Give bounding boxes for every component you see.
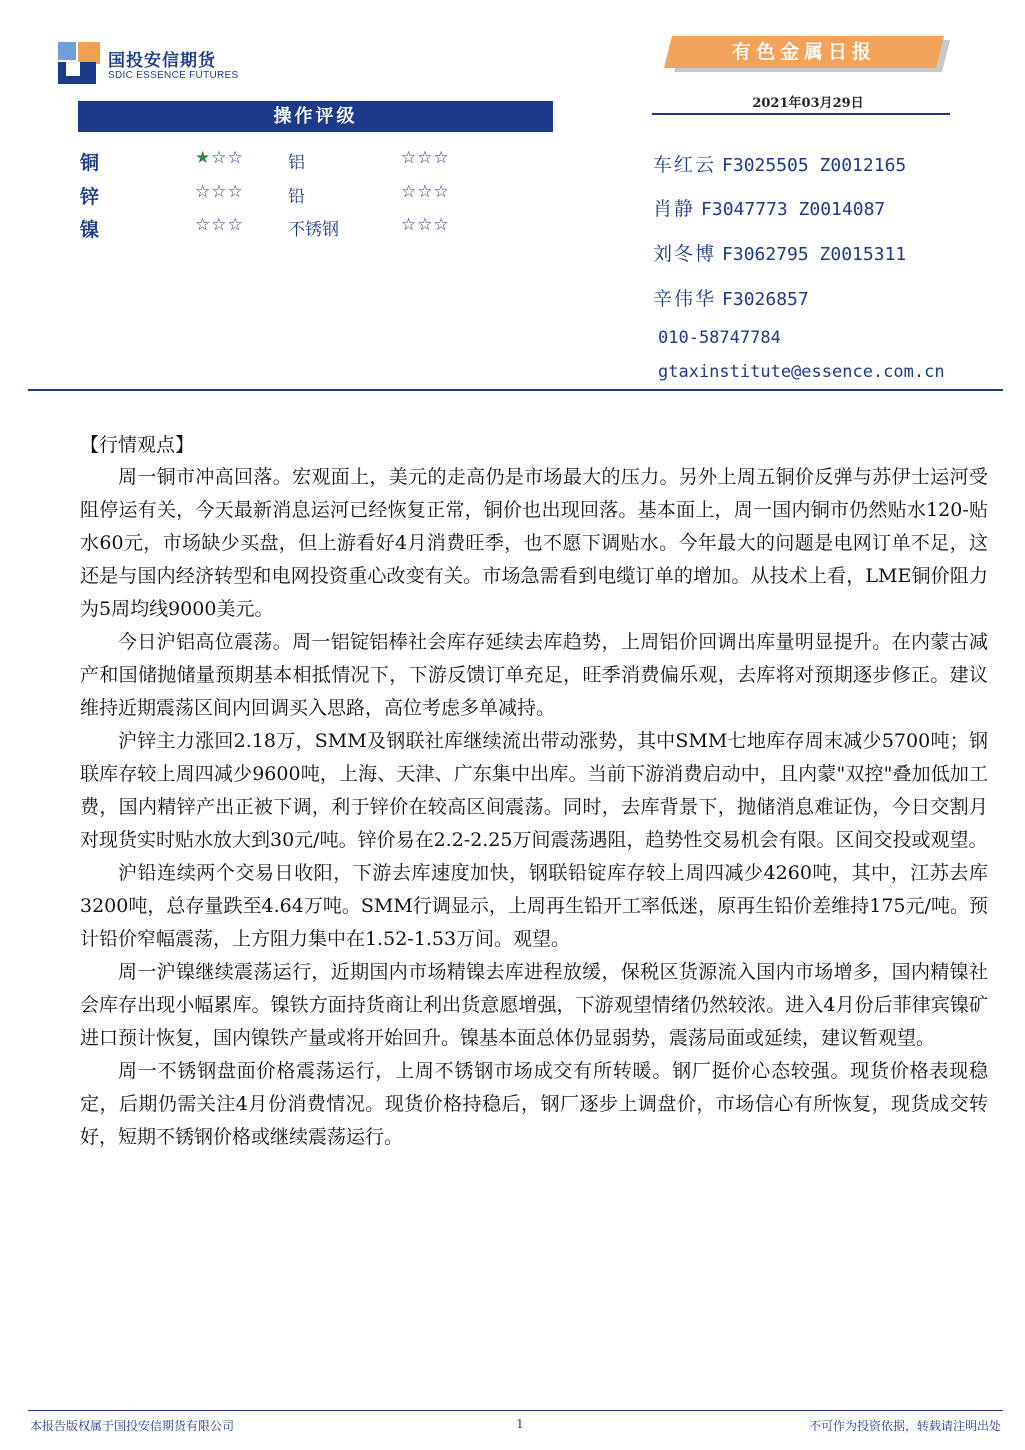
metal-label: 锌: [80, 186, 100, 208]
logo-name-en: SDIC ESSENCE FUTURES: [108, 70, 239, 81]
analyst-entry: [653, 194, 885, 221]
analyst-name: 车红云: [653, 154, 717, 176]
paragraph-lead: 沪铅连续两个交易日收阳，下游去库速度加快，钢联铅锭库存较上周四减少4260吨，其中，江苏去库3200吨，总存量跌至4.64万吨。SMM行调显示，上周再生铅开工率低迷，原再生铅价差维持175元/吨。预计铅价窄幅震荡，上方阻力集中在1.52-1.53万间。观望。: [80, 862, 988, 950]
analyst-name: 辛伟华: [653, 288, 717, 310]
metal-label: 铜: [80, 152, 100, 174]
metal-label: 镍: [80, 219, 100, 241]
contact-email[interactable]: gtaxinstitute@essence.com.cn: [658, 362, 945, 382]
analyst-entry: [653, 284, 809, 311]
paragraph-aluminum: 今日沪铝高位震荡。周一铝锭铝棒社会库存延续去库趋势，上周铝价回调出库量明显提升。在内蒙古减产和国储抛储量预期基本相抵情况下，下游反馈订单充足，旺季消费偏乐观，去库将对预期逐步修正。建议维持近期震荡区间内回调买入思路，高位考虑多单减持。: [80, 631, 988, 719]
star-rating: ☆☆☆: [195, 182, 244, 202]
analyst-license: F3062795 Z0015311: [722, 244, 907, 265]
star-rating: ☆☆☆: [401, 148, 450, 168]
paragraph-stainless: 周一不锈钢盘面价格震荡运行，上周不锈钢市场成交有所转暖。钢厂挺价心态较强。现货价格表现稳定，后期仍需关注4月份消费情况。现货价格持稳后，钢厂逐步上调盘价，市场信心有所恢复，现货成交转好，短期不锈钢价格或继续震荡运行。: [80, 1060, 988, 1148]
analyst-license: F3047773 Z0014087: [701, 199, 886, 220]
analyst-entry: [653, 150, 906, 177]
rating-header: 操作评级: [78, 101, 553, 132]
logo-mark-icon: [58, 42, 100, 84]
metal-label: 铅: [288, 187, 305, 207]
footer-copyright: 本报告版权属于国投安信期货有限公司: [30, 1419, 235, 1433]
section-title: 【行情观点】: [80, 434, 195, 456]
contact-phone: 010-58747784: [658, 328, 781, 348]
analyst-entry: [653, 239, 906, 266]
footer-disclaimer: 不可作为投资依据，转载请注明出处: [808, 1419, 1001, 1433]
page-number: 1: [516, 1417, 524, 1431]
paragraph-nickel: 周一沪镍继续震荡运行，近期国内市场精镍去库进程放缓，保税区货源流入国内市场增多，国内精镍社会库存出现小幅累库。镍铁方面持货商让利出货意愿增强，下游观望情绪仍然较浓。进入4月份后菲律宾镍矿进口预计恢复，国内镍铁产量或将开始回升。镍基本面总体仍显弱势，震荡局面或延续，建议暂观望。: [80, 961, 988, 1049]
metal-label: 铝: [288, 153, 305, 173]
paragraph-copper: 周一铜市冲高回落。宏观面上，美元的走高仍是市场最大的压力。另外上周五铜价反弹与苏伊士运河受阻停运有关，今天最新消息运河已经恢复正常，铜价也出现回落。基本面上，周一国内铜市仍然贴水120-贴水60元，市场缺少买盘，但上游看好4月消费旺季，也不愿下调贴水。今年最大的问题是电网订单不足，这还是与国内经济转型和电网投资重心改变有关。市场急需看到电缆订单的增加。从技术上看，LME铜价阻力为5周均线9000美元。: [80, 466, 988, 620]
market-commentary: [80, 461, 988, 1154]
analyst-license: F3025505 Z0012165: [722, 155, 907, 176]
star-rating: ★☆☆: [195, 148, 244, 168]
star-rating: ☆☆☆: [195, 215, 244, 235]
star-rating: ☆☆☆: [401, 182, 450, 202]
paragraph-zinc: 沪锌主力涨回2.18万，SMM及钢联社库继续流出带动涨势，其中SMM七地库存周末减少5700吨；钢联库存较上周四减少9600吨，上海、天津、广东集中出库。当前下游消费启动中，且内蒙"双控"叠加低加工费，国内精锌产出正被下调，利于锌价在较高区间震荡。同时，去库背景下，抛储消息难证伪，今日交割月对现货实时贴水放大到30元/吨。锌价易在2.2-2.25万间震荡遇阻，趋势性交易机会有限。区间交投或观望。: [80, 730, 988, 851]
date-divider: [652, 113, 950, 115]
analyst-name: 刘冬博: [653, 243, 717, 265]
header-divider: [28, 389, 1003, 391]
analyst-name: 肖静: [653, 198, 696, 220]
company-logo: [58, 40, 258, 88]
logo-name-cn: 国投安信期货: [108, 51, 216, 71]
report-title-banner: [668, 36, 948, 72]
footer-divider: [28, 1410, 1003, 1411]
star-rating: ☆☆☆: [401, 215, 450, 235]
metal-label: 不锈钢: [288, 220, 339, 240]
report-title: 有色金属日报: [731, 41, 876, 63]
analyst-license: F3026857: [722, 289, 809, 310]
report-date: 2021年03月29日: [752, 96, 864, 111]
